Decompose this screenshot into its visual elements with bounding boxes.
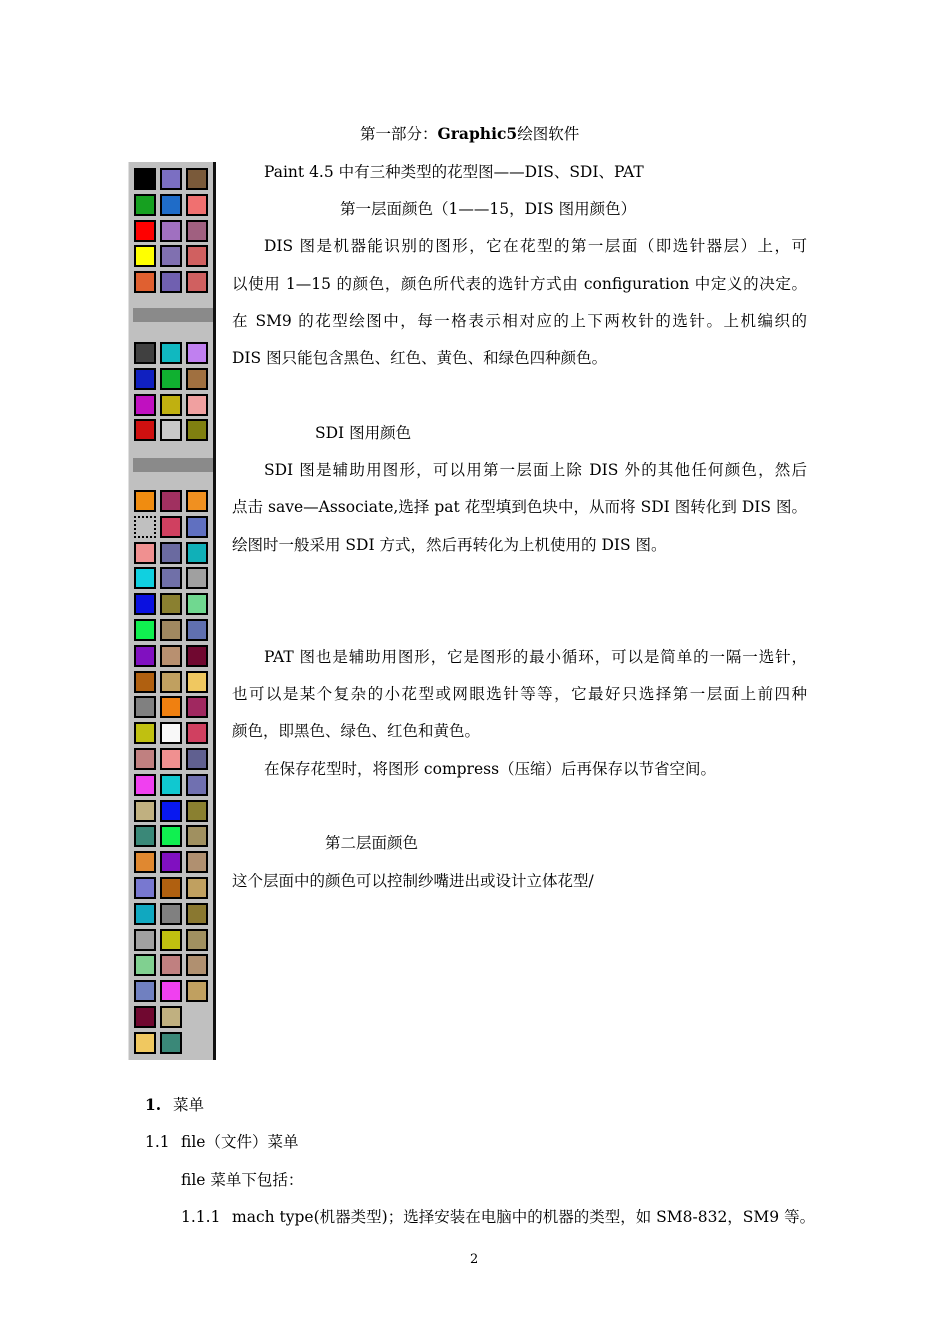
color-swatch[interactable]	[134, 877, 156, 899]
color-swatch[interactable]	[134, 168, 156, 190]
color-swatch[interactable]	[186, 194, 208, 216]
color-swatch[interactable]	[186, 342, 208, 364]
palette-separator	[133, 458, 213, 472]
color-swatch[interactable]	[186, 748, 208, 770]
paragraph-line: 这个层面中的颜色可以控制纱嘴进出或设计立体花型/	[232, 872, 594, 890]
color-swatch[interactable]	[134, 1006, 156, 1028]
color-swatch[interactable]	[186, 419, 208, 441]
color-swatch[interactable]	[134, 368, 156, 390]
color-swatch[interactable]	[186, 220, 208, 242]
page-number: 2	[470, 1252, 479, 1267]
color-swatch[interactable]	[134, 220, 156, 242]
color-swatch[interactable]	[186, 542, 208, 564]
color-swatch[interactable]	[160, 542, 182, 564]
color-swatch[interactable]	[134, 929, 156, 951]
color-swatch[interactable]	[134, 593, 156, 615]
color-swatch[interactable]	[160, 825, 182, 847]
subheading-sdi: SDI 图用颜色	[315, 424, 412, 442]
paragraph-line: 在 SM9 的花型绘图中，每一格表示相对应的上下两枚针的选针。上机编织的	[232, 312, 807, 330]
color-swatch[interactable]	[186, 929, 208, 951]
color-swatch[interactable]	[160, 954, 182, 976]
color-swatch[interactable]	[160, 516, 182, 538]
color-swatch[interactable]	[160, 194, 182, 216]
color-swatch[interactable]	[186, 954, 208, 976]
color-swatch[interactable]	[160, 567, 182, 589]
color-swatch[interactable]	[160, 490, 182, 512]
color-swatch[interactable]	[134, 851, 156, 873]
color-swatch[interactable]	[160, 245, 182, 267]
color-swatch[interactable]	[160, 903, 182, 925]
color-swatch[interactable]	[186, 516, 208, 538]
color-swatch[interactable]	[134, 696, 156, 718]
color-swatch[interactable]	[186, 593, 208, 615]
color-swatch[interactable]	[186, 722, 208, 744]
color-swatch[interactable]	[186, 567, 208, 589]
paragraph-line: 在保存花型时，将图形 compress（压缩）后再保存以节省空间。	[264, 760, 717, 778]
color-swatch[interactable]	[186, 800, 208, 822]
color-swatch[interactable]	[186, 619, 208, 641]
item-text: mach type(机器类型)；选择安装在电脑中的机器的类型，如 SM8-832，SM9 等。	[232, 1208, 816, 1226]
color-swatch[interactable]	[160, 271, 182, 293]
color-swatch[interactable]	[186, 851, 208, 873]
color-swatch[interactable]	[134, 722, 156, 744]
color-swatch[interactable]	[186, 271, 208, 293]
color-swatch[interactable]	[134, 194, 156, 216]
color-swatch[interactable]	[186, 245, 208, 267]
color-swatch[interactable]	[134, 980, 156, 1002]
color-swatch[interactable]	[160, 671, 182, 693]
color-swatch[interactable]	[160, 419, 182, 441]
color-swatch[interactable]	[160, 851, 182, 873]
color-swatch[interactable]	[160, 748, 182, 770]
color-swatch[interactable]	[160, 774, 182, 796]
color-swatch[interactable]	[160, 877, 182, 899]
color-swatch[interactable]	[160, 619, 182, 641]
color-swatch[interactable]	[160, 800, 182, 822]
item-number: 1.1.1	[181, 1208, 221, 1226]
subsection-heading: file（文件）菜单	[181, 1133, 299, 1151]
paragraph-line: DIS 图只能包含黑色、红色、黄色、和绿色四种颜色。	[232, 349, 608, 367]
color-swatch[interactable]	[134, 271, 156, 293]
paragraph-line: 也可以是某个复杂的小花型或网眼选针等等，它最好只选择第一层面上前四种	[232, 685, 807, 703]
color-swatch[interactable]	[160, 722, 182, 744]
color-swatch[interactable]	[134, 903, 156, 925]
paragraph-line: SDI 图是辅助用图形，可以用第一层面上除 DIS 外的其他任何颜色，然后	[264, 461, 807, 479]
paragraph-line: 绘图时一般采用 SDI 方式，然后再转化为上机使用的 DIS 图。	[232, 536, 667, 554]
paragraph-line: PAT 图也是辅助用图形，它是图形的最小循环，可以是简单的一隔一选针，	[264, 648, 807, 666]
subheading-layer2: 第二层面颜色	[325, 834, 419, 852]
subsection-number: 1.1	[145, 1133, 170, 1151]
color-swatch[interactable]	[186, 645, 208, 667]
paragraph-line: 以使用 1—15 的颜色，颜色所代表的选针方式由 configuration 中定义的决定。	[232, 275, 807, 293]
color-swatch[interactable]	[186, 671, 208, 693]
color-swatch[interactable]	[186, 368, 208, 390]
color-swatch[interactable]	[134, 419, 156, 441]
color-swatch[interactable]	[160, 929, 182, 951]
palette-right-border	[213, 162, 216, 1060]
section-title-bold: Graphic5	[437, 124, 518, 143]
section-number: 1.	[145, 1095, 162, 1114]
color-swatch[interactable]	[134, 671, 156, 693]
color-swatch[interactable]	[134, 490, 156, 512]
color-palette-panel	[128, 162, 216, 1060]
paragraph-line: 颜色，即黑色、绿色、红色和黄色。	[232, 722, 481, 740]
color-swatch[interactable]	[186, 774, 208, 796]
color-swatch[interactable]	[160, 696, 182, 718]
color-swatch[interactable]	[186, 980, 208, 1002]
color-swatch[interactable]	[186, 825, 208, 847]
color-swatch[interactable]	[160, 1006, 182, 1028]
color-swatch[interactable]	[134, 619, 156, 641]
color-swatch[interactable]	[186, 696, 208, 718]
color-swatch[interactable]	[134, 1032, 156, 1054]
color-swatch[interactable]	[134, 245, 156, 267]
section-title	[360, 124, 579, 144]
color-swatch[interactable]	[134, 954, 156, 976]
color-swatch[interactable]	[134, 748, 156, 770]
color-swatch[interactable]	[134, 800, 156, 822]
intro-line: Paint 4.5 中有三种类型的花型图——DIS、SDI、PAT	[264, 163, 644, 181]
color-swatch[interactable]	[134, 825, 156, 847]
color-swatch[interactable]	[160, 1032, 182, 1054]
subheading-layer1: 第一层面颜色（1——15，DIS 图用颜色）	[340, 200, 637, 218]
color-swatch[interactable]	[186, 394, 208, 416]
section-title-prefix: 第一部分：	[360, 125, 438, 143]
color-swatch[interactable]	[134, 394, 156, 416]
section-heading: 菜单	[173, 1096, 205, 1114]
color-swatch[interactable]	[134, 645, 156, 667]
color-swatch[interactable]	[160, 394, 182, 416]
color-swatch[interactable]	[186, 168, 208, 190]
palette-separator	[133, 308, 213, 322]
color-swatch[interactable]	[186, 490, 208, 512]
color-swatch[interactable]	[160, 593, 182, 615]
paragraph-line: 点击 save—Associate,选择 pat 花型填到色块中，从而将 SDI 图转化到 DIS 图。	[232, 498, 807, 516]
color-swatch[interactable]	[160, 168, 182, 190]
color-swatch[interactable]	[186, 903, 208, 925]
paragraph-line: DIS 图是机器能识别的图形，它在花型的第一层面（即选针器层）上，可	[264, 237, 807, 255]
paragraph-line: file 菜单下包括：	[181, 1171, 304, 1189]
color-swatch[interactable]	[160, 342, 182, 364]
color-swatch[interactable]	[160, 220, 182, 242]
color-swatch[interactable]	[134, 774, 156, 796]
color-swatch[interactable]	[160, 368, 182, 390]
color-swatch[interactable]	[134, 567, 156, 589]
color-swatch[interactable]	[186, 877, 208, 899]
color-swatch[interactable]	[134, 542, 156, 564]
color-swatch[interactable]	[160, 980, 182, 1002]
color-swatch[interactable]	[134, 342, 156, 364]
color-swatch[interactable]	[160, 645, 182, 667]
section-title-suffix: 绘图软件	[517, 125, 580, 143]
color-swatch-selected[interactable]	[134, 516, 156, 538]
